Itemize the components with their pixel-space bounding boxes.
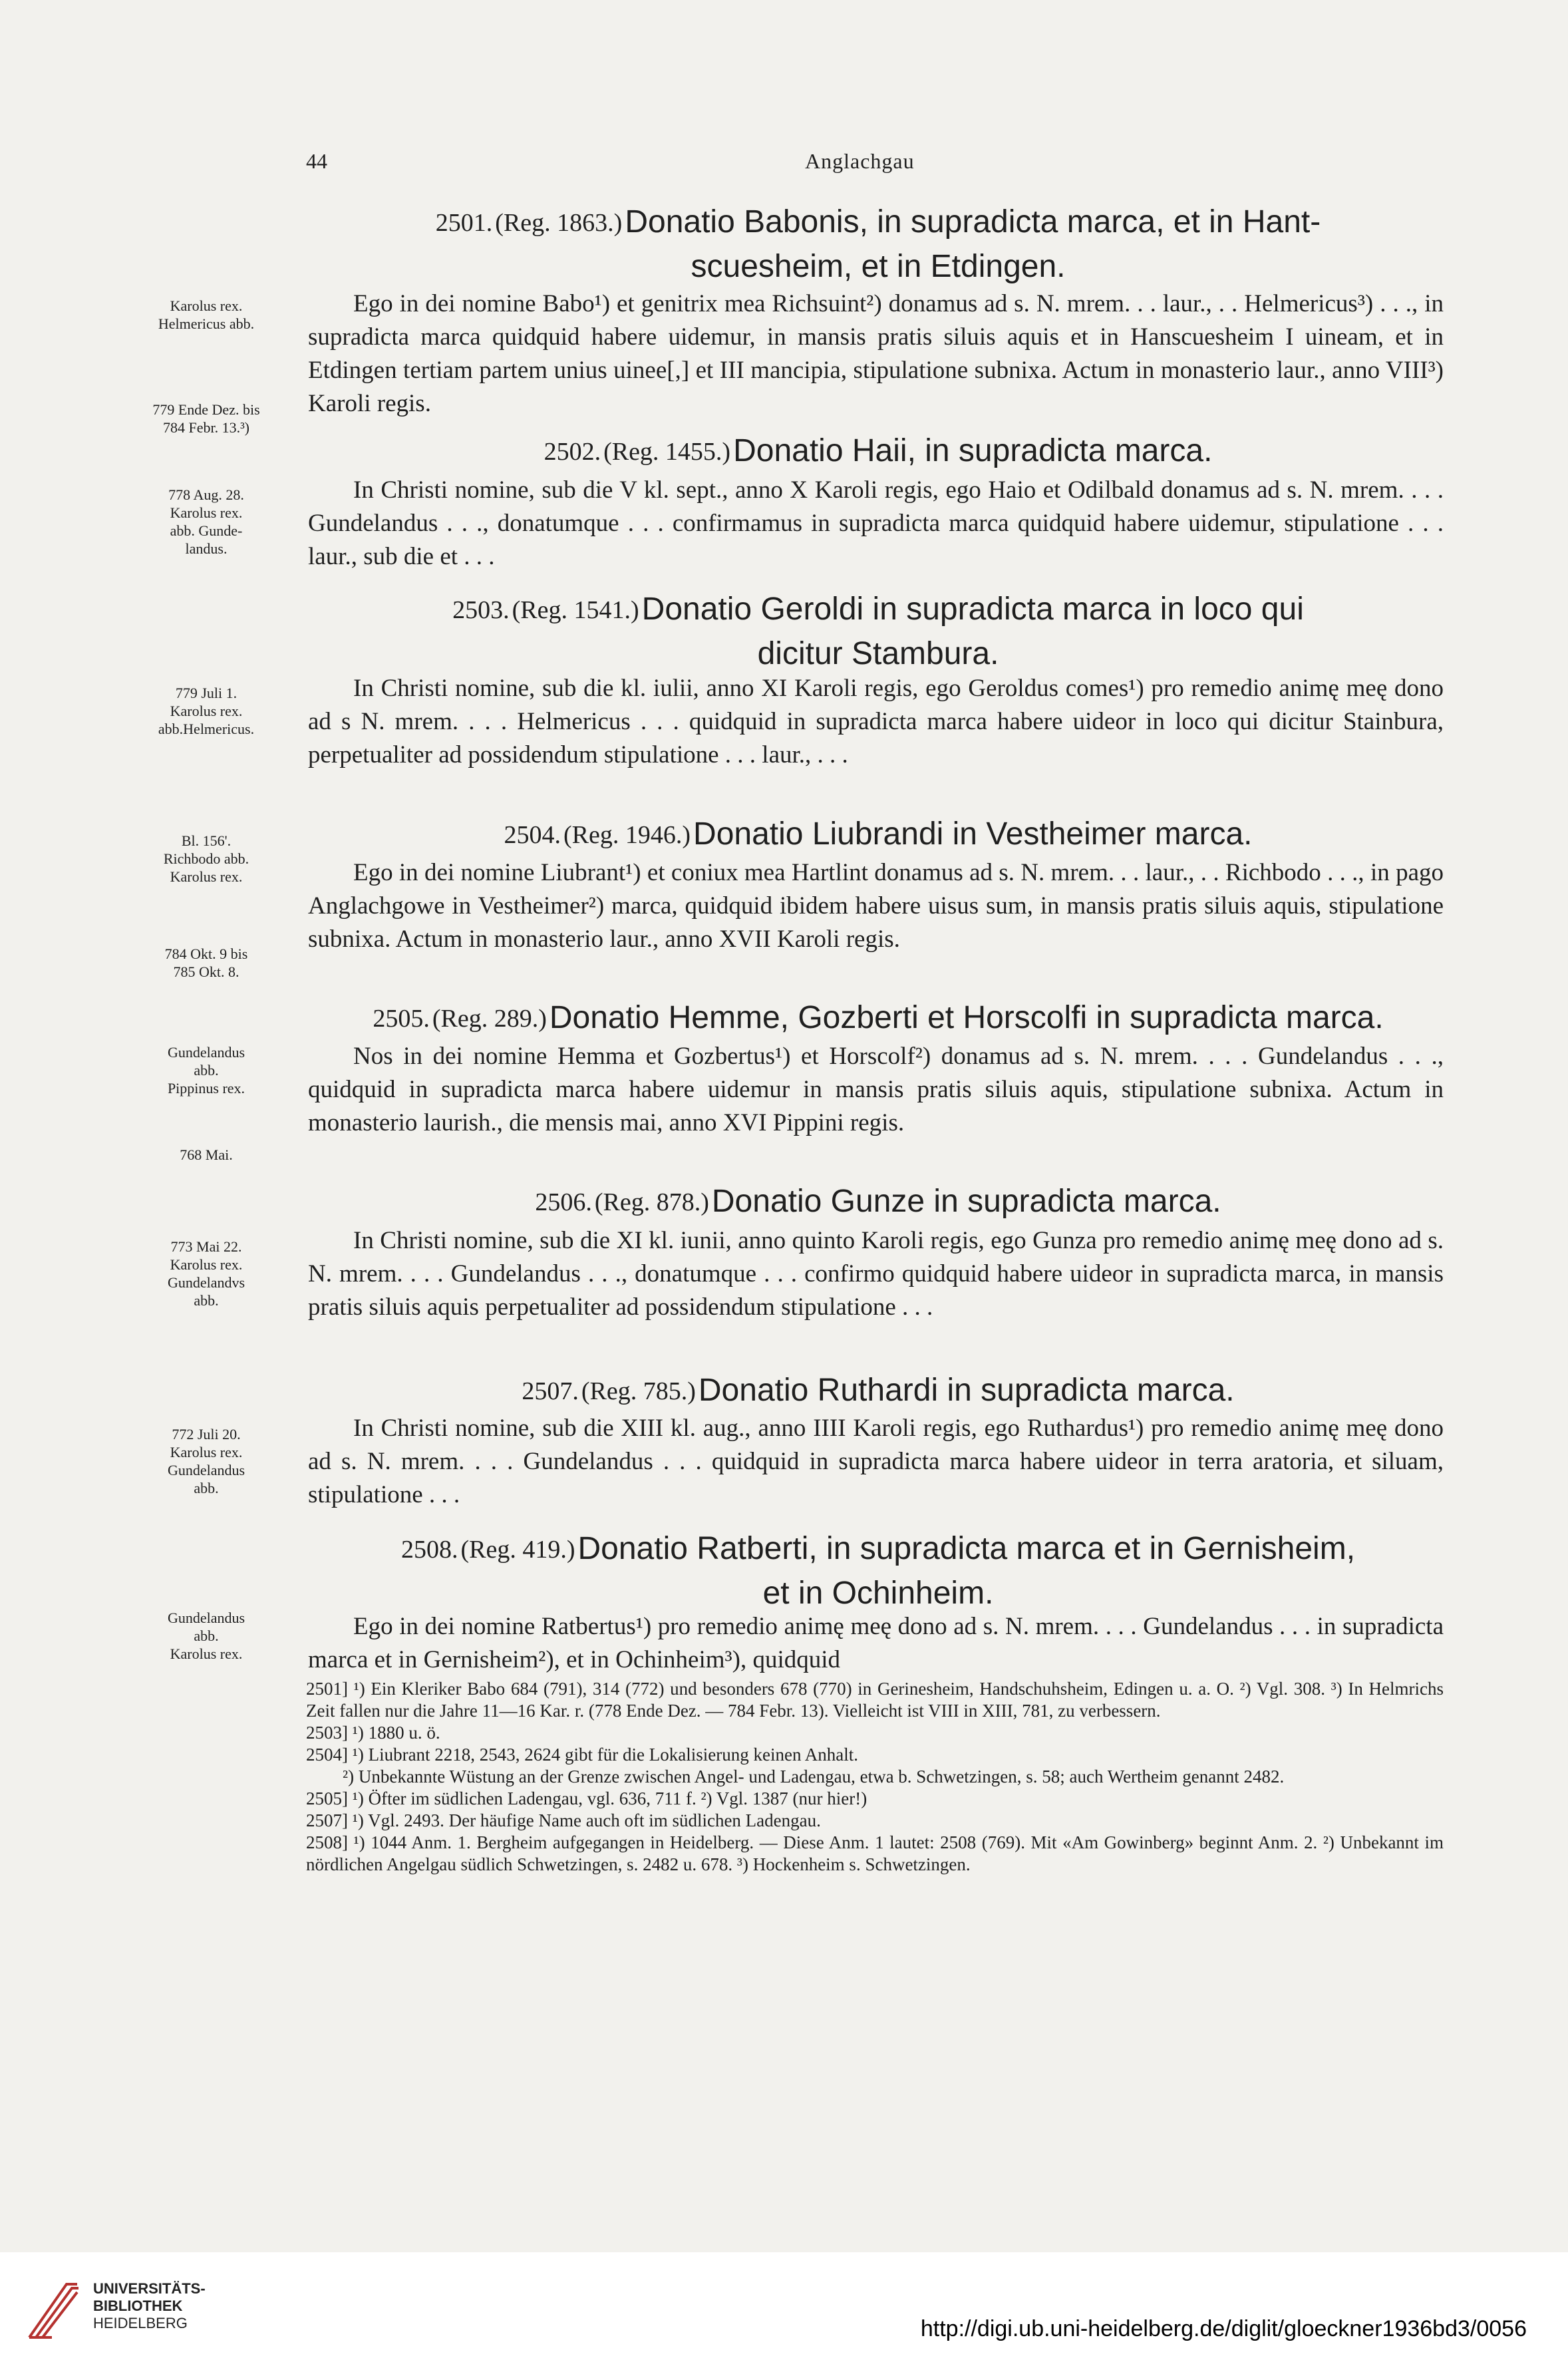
- entry-text: Ego in dei nomine Babo¹) et genitrix mea Richsuint²) donamus ad s. N. mrem. . . laur., . . Helmericus³) . . ., in supradicta marca quidquid habere uidemur, in mansis pratis siluis aquis et in Hanscuesheim I uineam, et in Etdingen tertiam partem unius uinee[,] et III mancipia, stipulatione subnixa. Actum in monasterio laur., anno VIII³) Karoli regis.: [308, 290, 1444, 417]
- entry-title-cont: dicitur Stambura.: [757, 636, 999, 671]
- entry-text: In Christi nomine, sub die kl. iulii, anno XI Karoli regis, ego Geroldus comes¹) pro remedio animę meę dono ad s N. mrem. . . . Helmericus . . . quidquid in supradicta marca habere uideor in loco qui dicitur Stainbura, perpetualiter ad possidendum stipulatione . . . laur., . . .: [308, 675, 1444, 768]
- entry-number: 2502.: [544, 438, 601, 466]
- entry-title-cont: scuesheim, et in Etdingen.: [691, 249, 1066, 284]
- entry-title-cont: et in Ochinheim.: [762, 1576, 994, 1611]
- running-title: Anglachgau: [805, 149, 915, 173]
- entry-text: Ego in dei nomine Ratbertus¹) pro remedio animę meę dono ad s. N. mrem. . . . Gundelandus . . . in supradicta marca et in Gernisheim²), et in Ochinheim³), quidquid: [308, 1613, 1444, 1673]
- margin-note: [120, 684, 293, 738]
- entry-reg: (Reg. 289.): [432, 1005, 547, 1033]
- university-library-logo-icon: [25, 2278, 81, 2341]
- footnote: 2505] ¹) Öfter im südlichen Ladengau, vgl. 636, 711 f. ²) Vgl. 1387 (nur hier!): [306, 1788, 867, 1808]
- margin-note-text: 784 Okt. 9 bis 785 Okt. 8.: [164, 945, 248, 980]
- entry-heading: [313, 1530, 1444, 1619]
- entry-title: Donatio Geroldi in supradicta marca in loco qui: [641, 592, 1304, 627]
- margin-note-text: 779 Ende Dez. bis 784 Febr. 13.³): [152, 401, 260, 436]
- footnote: 2504] ¹) Liubrant 2218, 2543, 2624 gibt für die Lokalisierung keinen Anhalt.: [306, 1745, 858, 1765]
- entry-number: 2508.: [400, 1536, 458, 1564]
- margin-note: [120, 297, 293, 333]
- margin-note: [120, 486, 293, 558]
- library-name: [93, 2280, 253, 2332]
- entry-title: Donatio Ratberti, in supradicta marca et in Gernisheim,: [577, 1531, 1356, 1566]
- entry-heading: [313, 999, 1444, 1044]
- margin-note-text: Gundelandus abb. Pippinus rex.: [167, 1044, 245, 1097]
- margin-note: [120, 401, 293, 436]
- margin-note-text: 768 Mai.: [180, 1146, 233, 1163]
- footnote: 2508] ¹) 1044 Anm. 1. Bergheim aufgegangen in Heidelberg. — Diese Anm. 1 lautet: 2508 (769). Mit «Am Gowinberg» beginnt Anm. 2. ²) Unbekannt im nördlichen Angelgau südlich Schwetzingen, s. 2482 u. 678. ³) Hockenheim s. Schwetzingen.: [306, 1832, 1444, 1874]
- entry-number: 2503.: [452, 596, 510, 624]
- margin-note: [120, 832, 293, 886]
- entry-heading: [313, 591, 1444, 680]
- entry-text: In Christi nomine, sub die V kl. sept., anno X Karoli regis, ego Haio et Odilbald donamus ad s. N. mrem. . . . Gundelandus . . ., donatumque . . . confirmamus in supradicta marca quidquid habere uidemur, stipulatione . . . laur., sub die et . . .: [308, 476, 1444, 570]
- entry-number: 2507.: [522, 1377, 579, 1405]
- viewer-footer: [0, 2252, 1568, 2380]
- entry-heading: [313, 204, 1444, 293]
- library-name-line: UNIVERSITÄTS-: [93, 2280, 206, 2297]
- entry-reg: (Reg. 419.): [460, 1536, 575, 1564]
- margin-note: [120, 1043, 293, 1097]
- margin-note: [120, 1238, 293, 1309]
- margin-note-text: 779 Juli 1. Karolus rex. abb.Helmericus.: [158, 685, 255, 737]
- permalink-url[interactable]: http://digi.ub.uni-heidelberg.de/diglit/gloeckner1936bd3/0056: [920, 2316, 1527, 2341]
- entry-title: Donatio Babonis, in supradicta marca, et in Hant-: [625, 204, 1321, 240]
- margin-note-text: Gundelandus abb. Karolus rex.: [167, 1610, 245, 1662]
- margin-note: [120, 1425, 293, 1497]
- entry-text: Nos in dei nomine Hemma et Gozbertus¹) et Horscolf²) donamus ad s. N. mrem. . . . Gundelandus . . ., quidquid in supradicta marca habere uidemur in mansis pratis siluis aquis, stipulatione subnixa. Actum in monasterio laurish., die mensis mai, anno XVI Pippini regis.: [308, 1043, 1444, 1136]
- entry-reg: (Reg. 785.): [581, 1377, 696, 1405]
- entry-reg: (Reg. 1541.): [512, 596, 639, 624]
- entry-reg: (Reg. 878.): [594, 1188, 709, 1216]
- entry-title: Donatio Haii, in supradicta marca.: [733, 433, 1213, 468]
- footnote: 2503] ¹) 1880 u. ö.: [306, 1723, 440, 1743]
- margin-note: [120, 1609, 293, 1663]
- entry-heading: [313, 1183, 1444, 1228]
- entry-text: Ego in dei nomine Liubrant¹) et coniux mea Hartlint donamus ad s. N. mrem. . . laur., . . Richbodo . . ., in pago Anglachgowe in Vestheimer²) marca, quidquid ibidem habere uisus sum, in mansis pratis siluis aquis, stipulatione subnixa. Actum in monasterio laur., anno XVII Karoli regis.: [308, 859, 1444, 953]
- entry-reg: (Reg. 1455.): [603, 438, 731, 466]
- library-name-line: HEIDELBERG: [93, 2315, 188, 2331]
- entry-number: 2504.: [504, 821, 561, 849]
- library-name-line: BIBLIOTHEK: [93, 2297, 183, 2314]
- margin-note-text: Bl. 156'. Richbodo abb. Karolus rex.: [163, 832, 249, 885]
- entry-heading: [313, 432, 1444, 477]
- margin-note-text: Karolus rex. Helmericus abb.: [158, 297, 255, 332]
- entry-title: Donatio Gunze in supradicta marca.: [711, 1184, 1221, 1219]
- entry-reg: (Reg. 1863.): [495, 209, 623, 237]
- entry-reg: (Reg. 1946.): [563, 821, 691, 849]
- margin-note-text: 773 Mai 22. Karolus rex. Gundelandvs abb.: [167, 1238, 245, 1309]
- footnote: 2507] ¹) Vgl. 2493. Der häufige Name auch oft im südlichen Ladengau.: [306, 1810, 821, 1830]
- page-number: 44: [306, 149, 327, 173]
- margin-note: [120, 1146, 293, 1164]
- entry-title: Donatio Ruthardi in supradicta marca.: [698, 1373, 1235, 1408]
- margin-note-text: 772 Juli 20. Karolus rex. Gundelandus abb.: [167, 1426, 245, 1496]
- entry-text: In Christi nomine, sub die XI kl. iunii, anno quinto Karoli regis, ego Gunza pro remedio animę meę dono ad s. N. mrem. . . . Gundelandus . . ., donatumque . . . confirmo quidquid habere uideor in supradicta marca, in mansis pratis siluis aquis perpetualiter ad possidendum stipulatione . . .: [308, 1227, 1444, 1321]
- footnotes: [306, 1678, 1444, 1876]
- entry-title: Donatio Hemme, Gozberti et Horscolfi in supradicta marca.: [549, 1000, 1384, 1035]
- entry-heading: [313, 1372, 1444, 1417]
- footnote: ²) Unbekannte Wüstung an der Grenze zwischen Angel- und Ladengau, etwa b. Schwetzingen, s. 58; auch Wertheim genannt 2482.: [343, 1767, 1285, 1786]
- margin-note-text: 778 Aug. 28. Karolus rex. abb. Gunde- landus.: [168, 486, 244, 557]
- footnote: 2501] ¹) Ein Kleriker Babo 684 (791), 314 (772) und besonders 678 (770) in Gerinesheim, Handschuhsheim, Edingen u. a. O. ²) Vgl. 308. ³) In Helmrichs Zeit fallen nur die Jahre 11—16 Kar. r. (778 Ende Dez. — 784 Febr. 13). Vielleicht ist VIII in XIII, 781, zu verbessern.: [306, 1679, 1444, 1721]
- entry-text: In Christi nomine, sub die XIII kl. aug., anno IIII Karoli regis, ego Ruthardus¹) pro remedio animę meę dono ad s. N. mrem. . . . Gundelandus . . . quidquid in supradicta marca habere uideor in terra aratoria, et siluam, stipulatione . . .: [308, 1415, 1444, 1508]
- entry-number: 2505.: [373, 1005, 430, 1033]
- entry-number: 2501.: [435, 209, 493, 237]
- entry-heading: [313, 816, 1444, 860]
- entry-number: 2506.: [535, 1188, 592, 1216]
- margin-note: [120, 945, 293, 981]
- entry-title: Donatio Liubrandi in Vestheimer marca.: [693, 816, 1253, 852]
